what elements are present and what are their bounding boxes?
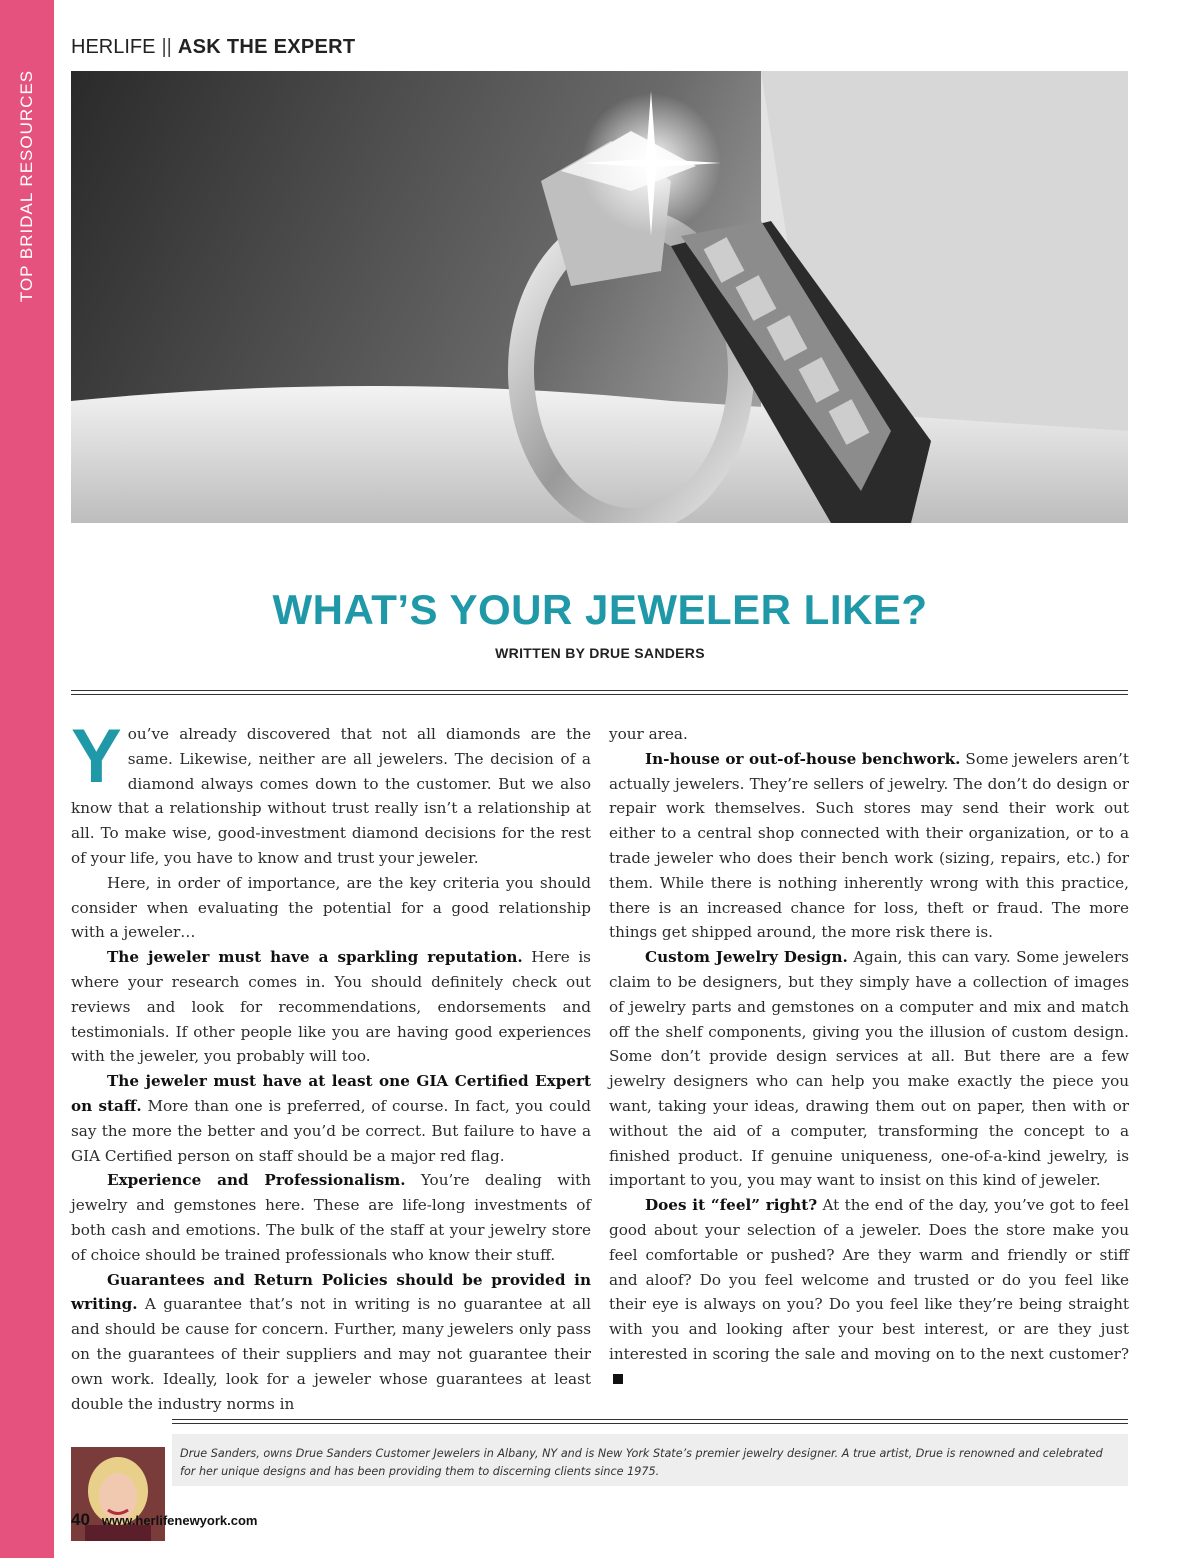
article-title: WHAT’S YOUR JEWELER LIKE? xyxy=(272,586,928,633)
intro-paragraph: You’ve already discovered that not all diamonds are the same. Likewise, neither are all jewelers. The decision of a diamond always comes down to the customer. But we also know that a relationship without trust really isn’t a relationship at all. To make wise, good-investment diamond decisions for the rest of your life, you have to know and trust your jeweler. xyxy=(71,714,591,867)
end-mark-icon xyxy=(613,1374,623,1384)
sidebar-label: TOP BRIDAL RESOURCES xyxy=(17,69,36,303)
section-heading: The jeweler must have at least one GIA Certified Expert on staff. xyxy=(71,1072,591,1115)
continued-text: your area. xyxy=(609,725,688,743)
article-byline: WRITTEN BY DRUE SANDERS xyxy=(495,645,705,661)
title-rule-bottom xyxy=(71,694,1128,695)
section-paragraph: Guarantees and Return Policies should be provided in writing. A guarantee that’s not in writing is no guarantee at all and should be cause for concern. Further, many jewelers only pass on the guarantees of their suppliers and may not guarantee their own work. Ideally, look for a jeweler whose guarantees at least double the industry norms in xyxy=(71,1270,591,1413)
website-url: www.herlifenewyork.com xyxy=(101,1513,258,1528)
section-heading: The jeweler must have a sparkling reputation. xyxy=(107,948,523,967)
section-heading: In-house or out-of-house benchwork. xyxy=(645,749,961,768)
article-column-left xyxy=(71,714,591,1416)
brand-label: HERLIFE xyxy=(71,36,156,58)
hero-ring-image xyxy=(71,71,1128,523)
section-heading: Does it “feel” right? xyxy=(645,1196,818,1215)
section-paragraph: Experience and Professionalism. You’re dealing with jewelry and gemstones here. These are life-long investments of both cash and emotions. The bulk of the staff at your jewelry store of choice should be trained professionals who know their stuff. xyxy=(71,1171,591,1264)
article-column-right xyxy=(609,722,1129,1392)
author-bio: Drue Sanders, owns Drue Sanders Customer Jewelers in Albany, NY and is New York State’s premier jewelry designer. A true artist, Drue is renowned and celebrated for her unique designs and has been providing them to discerning clients since 1975. xyxy=(180,1447,1103,1478)
bio-rule-top xyxy=(172,1419,1128,1420)
page-number: 40 xyxy=(71,1510,90,1529)
page-header xyxy=(71,36,355,59)
section-paragraph: The jeweler must have a sparkling reputation. Here is where your research comes in. You should definitely check out reviews and look for recommendations, endorsements and testimonials. If other people like you are having good experiences with the jeweler, you probably will too. xyxy=(71,948,591,1066)
bio-rule-bottom xyxy=(172,1423,1128,1424)
drop-cap: Y xyxy=(71,714,122,799)
header-separator: || xyxy=(161,36,172,58)
section-label: ASK THE EXPERT xyxy=(177,36,356,58)
section-paragraph: In-house or out-of-house benchwork. Some jewelers aren’t actually jewelers. They’re sellers of jewelry. The don’t do design or repair work themselves. Such stores may send their work out either to a central shop connected with their organization, or to a trade jeweler who does their bench work (sizing, repairs, etc.) for them. While there is nothing inherently wrong with this practice, there is an increased chance for loss, theft or fraud. The more things get shipped around, the more risk there is. xyxy=(609,749,1129,942)
section-heading: Custom Jewelry Design. xyxy=(645,948,848,967)
sidebar-strip xyxy=(0,0,54,1558)
section-heading: Guarantees and Return Policies should be provided in writing. xyxy=(71,1270,591,1314)
section-paragraph: Does it “feel” right? At the end of the day, you’ve got to feel good about your selection of a jeweler. Does the store make you feel comfortable or pushed? Are they warm and friendly or stiff and aloof? Do you feel welcome and trusted or do you feel like their eye is always on you? Do you feel like they’re being straight with you and looking after your best interest, or are they just interested in scoring the sale and moving on to the next customer? xyxy=(609,1193,1129,1391)
section-paragraph: Custom Jewelry Design. Again, this can vary. Some jewelers claim to be designers, but they simply have a collection of images of jewelry parts and gemstones on a computer and mix and match off the shelf components, giving you the illusion of custom design. Some don’t provide design services at all. But there are a few jewelry designers who can help you make exactly the piece you want, taking your ideas, drawing them out on paper, then with or without the aid of a computer, transforming the concept to a finished product. If genuine uniqueness, one-of-a-kind jewelry, is important to you, you may want to insist on this kind of jeweler. xyxy=(609,948,1129,1190)
section-heading: Experience and Professionalism. xyxy=(107,1171,406,1190)
body-paragraph: Here, in order of importance, are the key criteria you should consider when evaluating the potential for a good relationship with a jeweler… xyxy=(71,873,591,942)
section-paragraph: The jeweler must have at least one GIA Certified Expert on staff. More than one is preferred, of course. In fact, you could say the more the better and you’d be correct. But failure to have a GIA Certified person on staff should be a major red flag. xyxy=(71,1072,591,1165)
page-footer xyxy=(71,1510,257,1530)
title-rule-top xyxy=(71,690,1128,691)
